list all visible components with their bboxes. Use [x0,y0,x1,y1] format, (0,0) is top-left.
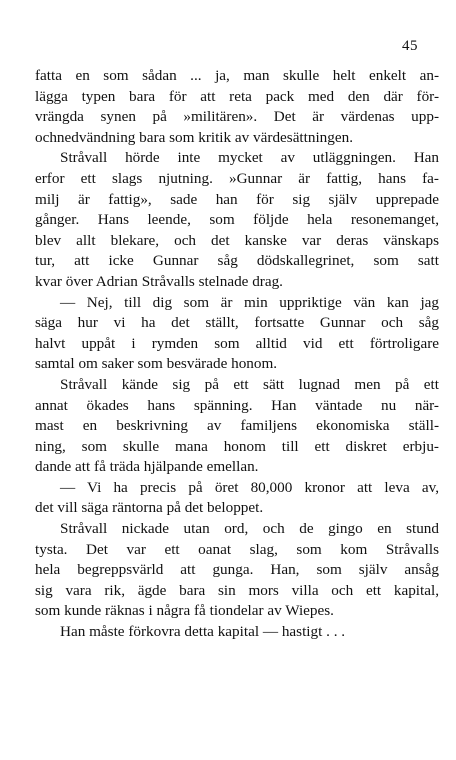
text-line: Stråvall hörde inte mycket av utläggningen. Han [60,149,439,167]
page-number: 45 [402,38,418,54]
text-line: lägga typen bara för att reta pack med den där för- [35,87,439,105]
text-line: det vill säga räntorna på det beloppet. [35,499,264,517]
text-line: erfor ett slags njutning. »Gunnar är fattig, hans fa- [35,169,439,187]
text-line: — Vi ha precis på öret 80,000 kronor att leva av, [60,478,439,496]
text-line: Stråvall kände sig på ett sätt lugnad men på ett [60,375,439,393]
text-line: gånger. Hans leende, som följde hela resonemanget, [35,211,439,229]
text-line: — Nej, till dig som är min uppriktige vän kan jag [60,293,439,311]
text-line: mast en beskrivning av familjens ekonomiska ställ- [35,417,439,435]
text-line: vrängda synen på »militären». Det är värdenas upp- [35,108,439,126]
text-line: tur, att icke Gunnar såg dödskallegrinet, som satt [35,252,439,270]
text-line: halvt uppåt i rymden som alltid vid ett förtroligare [35,334,439,352]
text-line: samtal om saker som besvärade honom. [35,355,278,373]
text-line: Han måste förkovra detta kapital — hastigt . . . [60,623,346,641]
text-line: hela begreppsvärld att gunga. Han, som själv ansåg [35,561,439,579]
text-line: milj är fattig», sade han för sig själv upprepade [35,190,439,208]
text-line: tysta. Det var ett oanat slag, som kom Stråvalls [35,540,439,558]
text-line: ning, som skulle mana honom till ett diskret erbju- [35,437,439,455]
body-text [35,66,439,643]
text-line: som kunde räknas i några få tiondelar av Wiepes. [35,602,334,620]
text-line: kvar över Adrian Stråvalls stelnade drag. [35,272,283,290]
text-line: säga hur vi ha det ställt, fortsatte Gunnar och såg [35,314,439,332]
text-line: sig vara rik, ägde bara sin mors villa och ett kapital, [35,581,439,599]
text-line: fatta en som sådan ... ja, man skulle helt enkelt an- [35,67,439,84]
text-line: ochnedvändning bara som kritik av värdesättningen. [35,128,354,146]
text-line: blev allt blekare, och det kanske var deras vänskaps [35,231,439,249]
text-line: dande att få träda hjälpande emellan. [35,458,259,476]
text-line: annat ökades hans spänning. Han väntade nu när- [35,396,439,414]
text-line: Stråvall nickade utan ord, och de gingo en stund [60,520,439,538]
